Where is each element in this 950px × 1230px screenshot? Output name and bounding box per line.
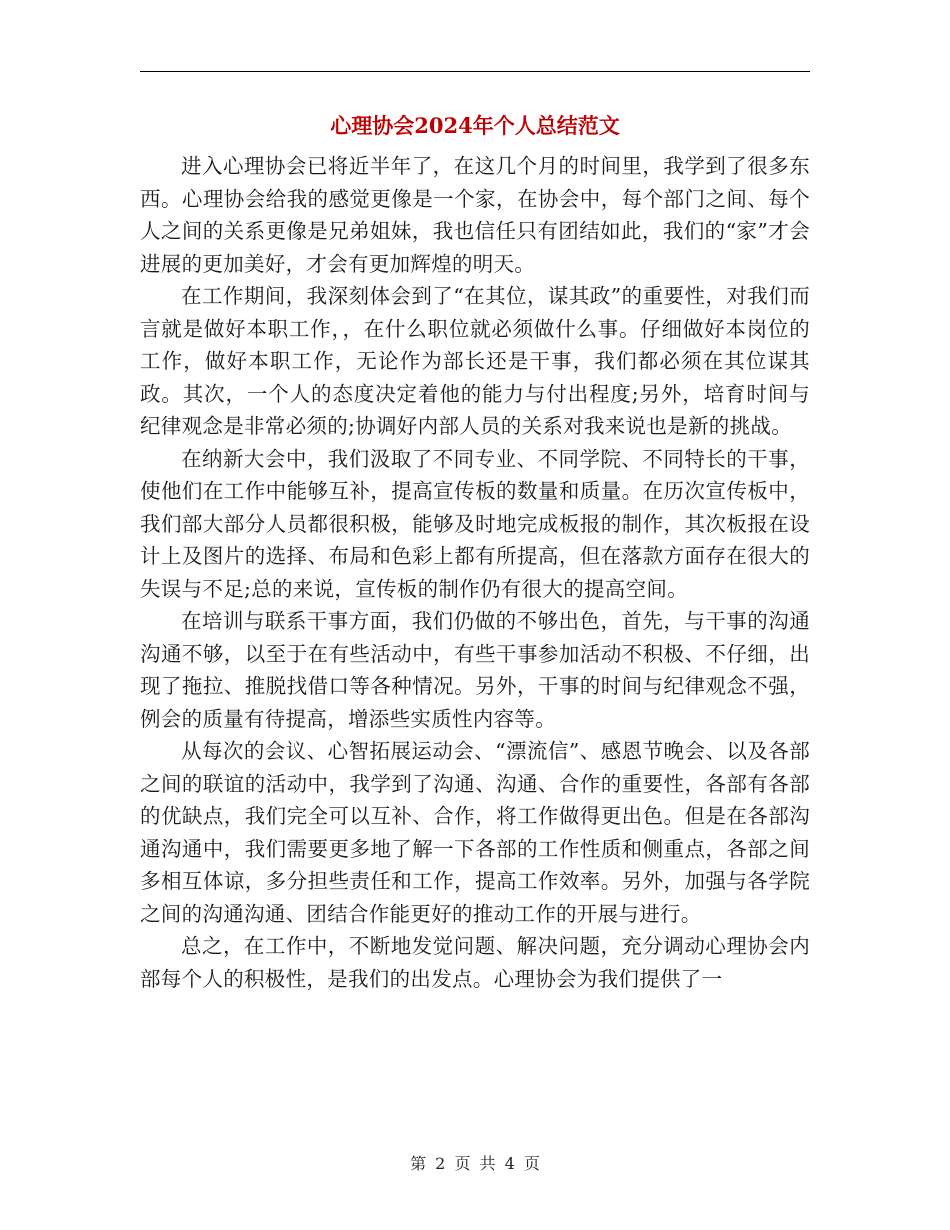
document-body bbox=[140, 150, 810, 995]
header-rule bbox=[140, 71, 810, 72]
paragraph-4: 在培训与联系干事方面，我们仍做的不够出色，首先，与干事的沟通沟通不够，以至于在有些活动中，有些干事参加活动不积极、不仔细，出现了拖拉、推脱找借口等各种情况。另外，干事的时间与纪律观念不强，例会的质量有待提高，增添些实质性内容等。 bbox=[140, 609, 810, 731]
paragraph-5: 从每次的会议、心智拓展运动会、“漂流信”、感恩节晚会、以及各部之间的联谊的活动中，我学到了沟通、沟通、合作的重要性，各部有各部的优缺点，我们完全可以互补、合作，将工作做得更出色。但是在各部沟通沟通中，我们需要更多地了解一下各部的工作性质和侧重点，各部之间多相互体谅，多分担些责任和工作，提高工作效率。另外，加强与各学院之间的沟通沟通、团结合作能更好的推动工作的开展与进行。 bbox=[140, 739, 810, 926]
paragraph-1: 进入心理协会已将近半年了，在这几个月的时间里，我学到了很多东西。心理协会给我的感觉更像是一个家，在协会中，每个部门之间、每个人之间的关系更像是兄弟姐妹，我也信任只有团结如此，我们的“家”才会进展的更加美好，才会有更加辉煌的明天。 bbox=[140, 154, 810, 276]
paragraph-2: 在工作期间，我深刻体会到了“在其位，谋其政”的重要性，对我们而言就是做好本职工作，，在什么职位就必须做什么事。仔细做好本岗位的工作，做好本职工作，无论作为部长还是干事，我们都必须在其位谋其政。其次，一个人的态度决定着他的能力与付出程度;另外，培育时间与纪律观念是非常必须的;协调好内部人员的关系对我来说也是新的挑战。 bbox=[140, 284, 810, 438]
page-number-footer: 第 2 页 共 4 页 bbox=[410, 1154, 540, 1173]
document-title: 心理协会2024年个人总结范文 bbox=[330, 113, 620, 138]
paragraph-6: 总之，在工作中，不断地发觉问题、解决问题，充分调动心理协会内部每个人的积极性，是我们的出发点。心理协会为我们提供了一 bbox=[140, 934, 810, 991]
paragraph-3: 在纳新大会中，我们汲取了不同专业、不同学院、不同特长的干事，使他们在工作中能够互补，提高宣传板的数量和质量。在历次宣传板中，我们部大部分人员都很积极，能够及时地完成板报的制作，其次板报在设计上及图片的选择、布局和色彩上都有所提高，但在落款方面存在很大的失误与不足;总的来说，宣传板的制作仍有很大的提高空间。 bbox=[140, 446, 810, 601]
